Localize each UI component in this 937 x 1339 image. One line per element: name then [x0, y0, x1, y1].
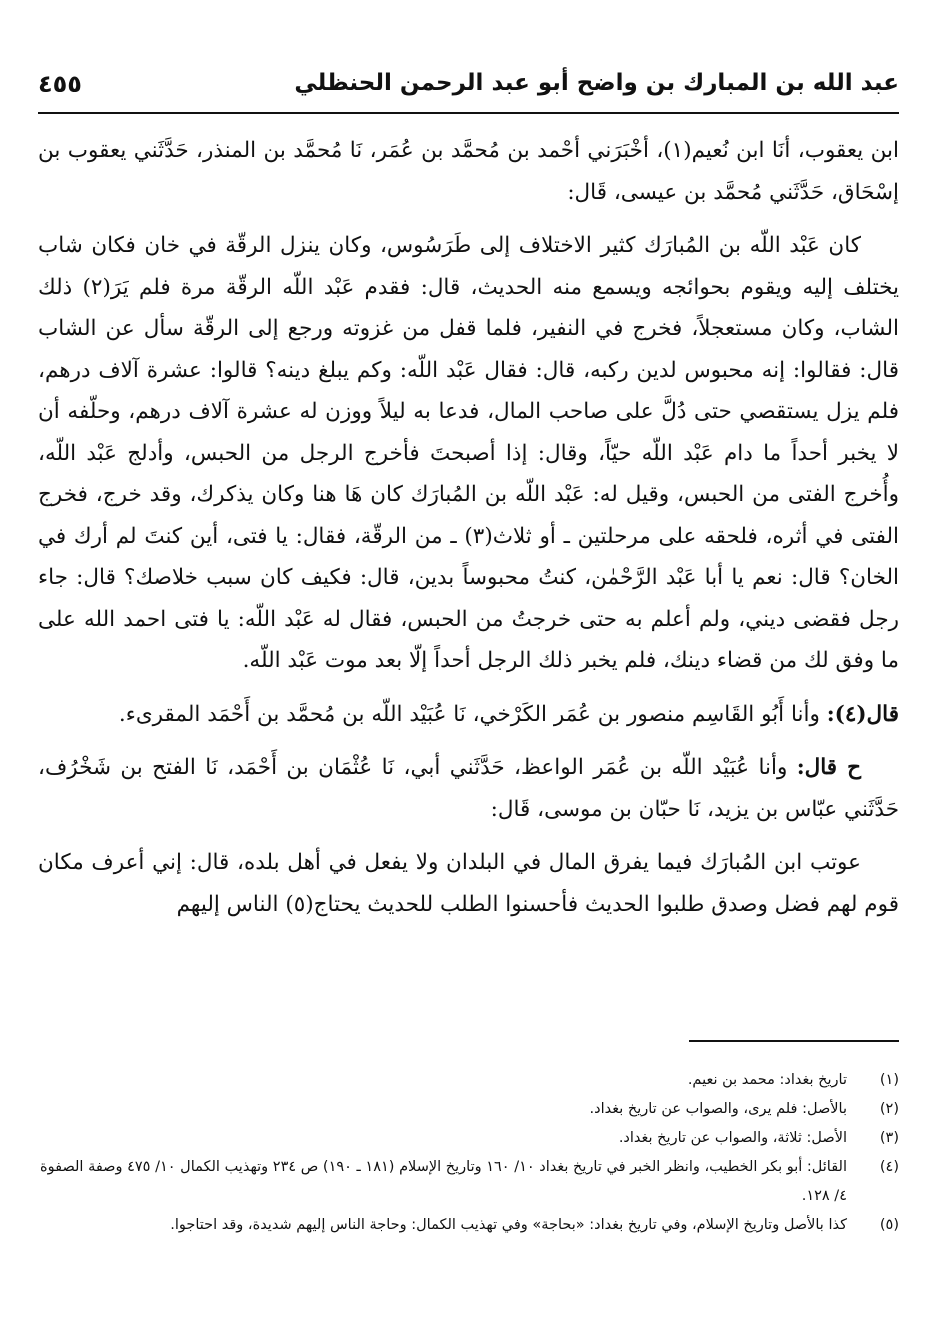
paragraph-2: كان عَبْد اللّه بن المُبارَك كثير الاختلاف إلى طَرَسُوس، وكان ينزل الرقّة في خان فكان شاب يختلف إليه ويقوم بحوائجه ويسمع منه الحديث، قال: فقدم عَبْد اللّه الرقّة مرة فلم يَرَ(٢) ذلك الشاب، وكان مستعجلاً، فخرج في النفير، فلما قفل من غزوته ورجع إلى الرقّة سأل عن الشاب قال: فقالوا: إنه محبوس لدين ركبه، قال: فقال عَبْد اللّه: وكم يبلغ دينه؟ قالوا: عشرة آلاف درهم، فلم يزل يستقصي حتى دُلَّ على صاحب المال، فدعا به ليلاً ووزن له عشرة آلاف درهم، وحلّفه أن لا يخبر أحداً ما دام عَبْد اللّه حيّاً، وقال: إذا أصبحتَ فأخرج الرجل من الحبس، وأدلج عَبْد اللّه، وأُخرج الفتى من الحبس، وقيل له: عَبْد اللّه بن المُبارَك كان هَا هنا وكان يذكرك، وقد خرج، فخرج الفتى في أثره، فلحقه على مرحلتين ـ أو ثلاث(٣) ـ من الرقّة، فقال: يا فتى، أين كنتَ لم أرك في الخان؟ قال: نعم يا أبا عَبْد الرَّحْمٰن، كنتُ محبوساً بدين، قال: فكيف كان سبب خلاصك؟ قال: جاء رجل فقضى ديني، ولم أعلم به حتى خرجتُ من الحبس، فقال له عَبْد اللّه: يا فتى احمد الله على ما وفق لك من قضاء دينك، فلم يخبر ذلك الرجل أحداً إلّا بعد موت عَبْد اللّه. [38, 233, 899, 673]
paragraph-3 [38, 694, 899, 736]
paragraph-4 [38, 747, 899, 830]
paragraph-1: ابن يعقوب، أنَا ابن نُعيم(١)، أخْبَرَني أحْمد بن مُحمَّد بن عُمَر، نَا مُحمَّد بن المنذر، حَدَّثَني يعقوب بن إسْحَاق، حَدَّثَني مُحمَّد بن عيسى، قَال: [38, 138, 899, 205]
paragraph-5: عوتب ابن المُبارَك فيما يفرق المال في البلدان ولا يفعل في أهل بلده، قال: إني أعرف مكان قوم لهم فضل وصدق طلبوا الحديث فأحسنوا الطلب للحديث يحتاج(٥) الناس إليهم [38, 850, 899, 917]
footnote-number: (٤) [879, 1159, 899, 1175]
paragraph-3-lead: قال(٤): [826, 701, 899, 727]
paragraph-4-text: وأنا عُبَيْد اللّه بن عُمَر الواعظ، حَدَّثَني أبي، نَا عُثْمَان بن أَحْمَد، نَا الفتح بن شَخْرُف، حَدَّثَني عبّاس بن يزيد، نَا حبّان بن موسى، قَال: [38, 755, 899, 822]
footnote-text: بالأصل: فلم يرى، والصواب عن تاريخ بغداد. [589, 1101, 847, 1117]
footnotes [38, 1066, 899, 1240]
footnote-text: القائل: أبو بكر الخطيب، وانظر الخبر في تاريخ بغداد ١٠/ ١٦٠ وتاريخ الإسلام (١٨١ ـ ١٩٠) ص ٢٣٤ وتهذيب الكمال ١٠/ ٤٧٥ وصفة الصفوة ٤/ ١٢٨. [40, 1159, 847, 1204]
footnote [38, 1095, 899, 1124]
main-text [38, 130, 899, 937]
footnote-number: (٥) [879, 1217, 899, 1233]
footnote [38, 1066, 899, 1095]
footnote [38, 1211, 899, 1240]
footnote [38, 1153, 899, 1211]
page-number: ٤٥٥ [38, 70, 82, 98]
footnote-number: (٢) [879, 1101, 899, 1117]
footnote-separator [689, 1040, 899, 1042]
footnote-text: الأصل: ثلاثة، والصواب عن تاريخ بغداد. [618, 1130, 847, 1146]
paragraph-4-lead: ح قال: [796, 755, 861, 780]
footnote [38, 1124, 899, 1153]
footnote-number: (١) [879, 1072, 899, 1088]
paragraph-3-text: وأنا أَبُو القَاسِم منصور بن عُمَر الكَرْخي، نَا عُبَيْد اللّه بن مُحمَّد بن أَحْمَد المقرىء. [118, 701, 827, 727]
footnote-text: كذا بالأصل وتاريخ الإسلام، وفي تاريخ بغداد: «بحاجة» وفي تهذيب الكمال: وحاجة الناس إليهم شديدة، وقد احتاجوا. [170, 1217, 847, 1233]
footnote-number: (٣) [879, 1130, 899, 1146]
running-header [38, 70, 899, 110]
header-rule [38, 112, 899, 114]
running-title: عبد الله بن المبارك بن واضح أبو عبد الرحمن الحنظلي [294, 70, 899, 96]
footnote-text: تاريخ بغداد: محمد بن نعيم. [687, 1072, 847, 1088]
